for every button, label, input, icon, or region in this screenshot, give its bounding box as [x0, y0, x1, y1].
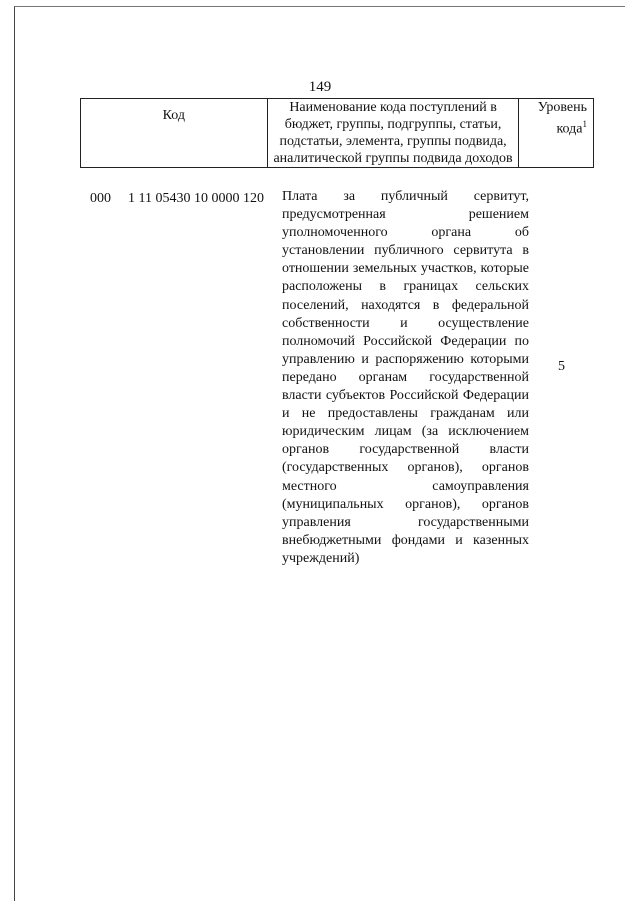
- header-row: [81, 99, 594, 168]
- header-table: [80, 98, 594, 168]
- header-name: Наименование кода поступлений в бюджет, группы, подгруппы, статьи, подстатьи, элемента, группы подвида, аналитической группы подвида доходов: [267, 99, 519, 168]
- row-level: 5: [558, 359, 565, 374]
- header-level-text: Уровень кода: [537, 100, 587, 137]
- page-number: 149: [308, 79, 332, 95]
- row-code: 1 11 05430 10 0000 120: [128, 191, 264, 206]
- header-level-footnote: 1: [582, 119, 587, 129]
- row-name: Плата за публичный сервитут, предусмотренная решением уполномоченного органа об установлении публичного сервитута в отношении земельных участков, которые расположены в границах сельских поселений, находятся в федеральной собственности и осуществление полномочий Российской Федерации по управлению и распоряжению которыми передано органам государственной власти субъектов Российской Федерации и не предоставлены гражданам или юридическим лицам (за исключением органов государственной власти (государственных органов), органов местного самоуправления (муниципальных органов), органов управления государственными внебюджетными фондами и казенных учреждений): [282, 189, 529, 566]
- header-level: [519, 99, 594, 168]
- header-code: Код: [81, 99, 268, 168]
- row-code-prefix: 000: [90, 191, 111, 206]
